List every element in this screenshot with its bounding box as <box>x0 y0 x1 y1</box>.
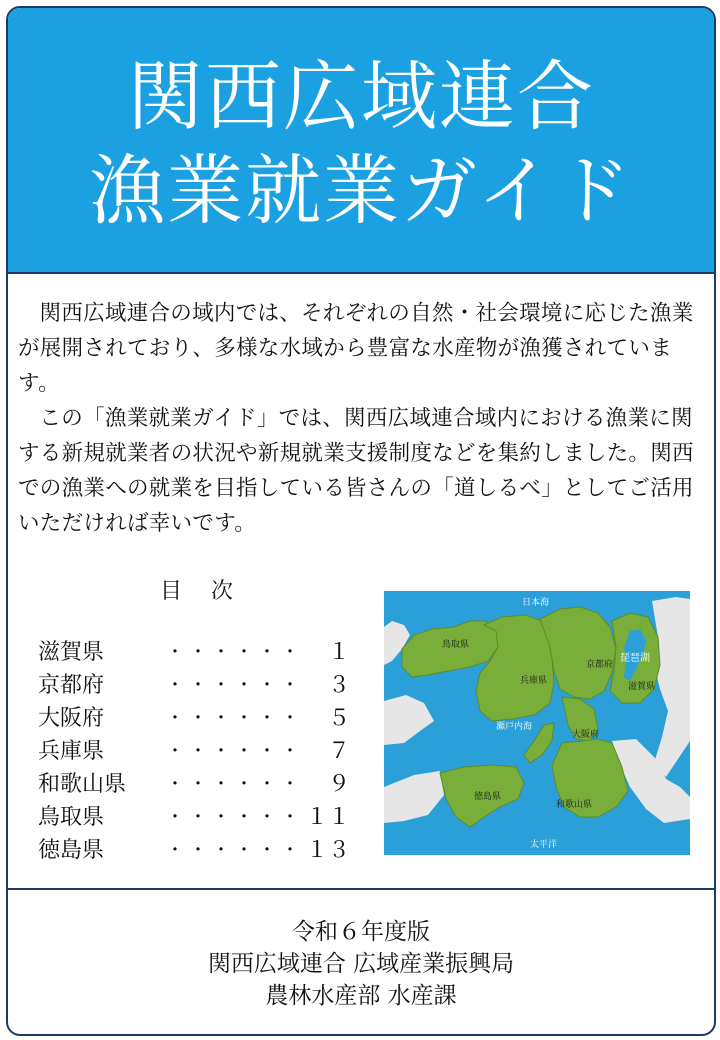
map-label-tottori: 鳥取県 <box>442 640 470 650</box>
intro-paragraph-2: この「漁業就業ガイド」では、関西広域連合域内における漁業に関する新規就業者の状況や新規就業支援制度などを集約しました。関西での漁業への就業を目指している皆さんの「道しるべ」としてご活用いただければ幸いです。 <box>18 406 694 536</box>
map-label-sea-japan: 日本海 <box>522 598 550 608</box>
toc-entry-page: ９ <box>327 772 350 797</box>
organization-text: 関西広域連合 広域産業振興局 <box>207 951 515 977</box>
map-label-kyoto: 京都府 <box>586 660 614 670</box>
map-label-shiga: 滋賀県 <box>628 682 656 692</box>
map-label-biwako: 琵琶湖 <box>620 653 650 664</box>
toc-entry-dots: ・・・・・・ <box>166 642 304 663</box>
intro-paragraph-1: 関西広域連合の域内では、それぞれの自然・社会環境に応じた漁業が展開されており、多様な水域から豊富な水産物が漁獲されています。 <box>18 301 694 396</box>
toc-entry-name: 和歌山県 <box>38 772 127 797</box>
toc-entry <box>38 768 358 801</box>
publisher-footer <box>8 888 714 1036</box>
toc-entry-name: 滋賀県 <box>38 640 105 665</box>
toc-entry-dots: ・・・・・・ <box>166 774 304 795</box>
toc-entry-dots: ・・・・・・ <box>166 840 304 861</box>
toc-entry <box>38 702 358 735</box>
map-label-pacific: 太平洋 <box>530 840 558 850</box>
map-label-wakayama: 和歌山県 <box>556 800 593 810</box>
toc-entry-page: ３ <box>327 673 350 698</box>
toc-entry-dots: ・・・・・・ <box>166 675 304 696</box>
map-label-osaka: 大阪府 <box>572 730 600 740</box>
table-of-contents <box>38 636 358 867</box>
toc-entry <box>38 669 358 702</box>
toc-entry <box>38 735 358 768</box>
title-line-1: 関西広域連合 <box>127 52 595 141</box>
map-label-setonaikai: 瀬戸内海 <box>496 722 533 732</box>
intro-text <box>18 296 698 541</box>
toc-entry-page: １３ <box>305 838 350 863</box>
toc-entry-name: 大阪府 <box>38 706 105 731</box>
toc-entry <box>38 834 358 867</box>
toc-entry-page: １１ <box>305 805 350 830</box>
title-line-2: 漁業就業ガイド <box>89 146 633 235</box>
map-label-hyogo: 兵庫県 <box>520 676 548 686</box>
toc-entry-dots: ・・・・・・ <box>166 741 304 762</box>
kansai-map <box>384 591 690 855</box>
toc-entry-name: 徳島県 <box>38 838 105 863</box>
toc-entry-name: 兵庫県 <box>38 739 105 764</box>
toc-entry <box>38 636 358 669</box>
guide-cover <box>6 6 716 1036</box>
edition-text: 令和６年度版 <box>292 919 430 945</box>
map-label-tokushima: 徳島県 <box>474 792 502 802</box>
toc-entry <box>38 801 358 834</box>
toc-entry-page: ７ <box>327 739 350 764</box>
toc-entry-name: 鳥取県 <box>38 805 105 830</box>
toc-entry-name: 京都府 <box>38 673 105 698</box>
title-banner <box>8 8 714 274</box>
toc-entry-page: ５ <box>327 706 350 731</box>
department-text: 農林水産部 水産課 <box>265 983 457 1009</box>
toc-entry-page: １ <box>327 640 350 665</box>
toc-heading: 目 次 <box>160 579 233 604</box>
toc-entry-dots: ・・・・・・ <box>166 708 304 729</box>
toc-entry-dots: ・・・・・・ <box>166 807 304 828</box>
